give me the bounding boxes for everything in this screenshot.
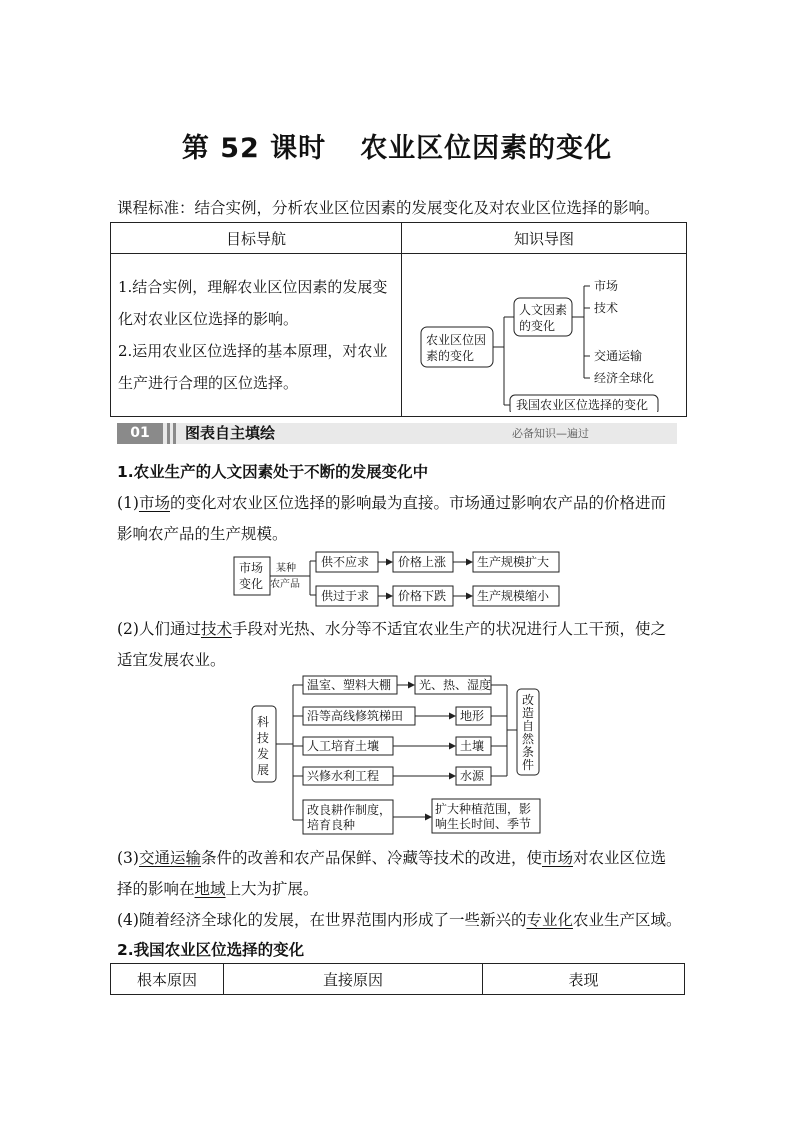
section1-heading: 1.农业生产的人文因素处于不断的发展变化中 (117, 463, 429, 481)
section2-heading: 2.我国农业区位选择的变化 (117, 941, 305, 959)
title-topic: 农业区位因素的变化 (360, 133, 613, 164)
paragraph-3-line2: 择的影响在地域上大为扩展。 (117, 880, 319, 898)
svg-text:生产规模缩小: 生产规模缩小 (477, 589, 550, 603)
mindmap-leaf-transport: 交通运输 (594, 349, 643, 363)
svg-text:水源: 水源 (460, 769, 485, 783)
mindmap-leaf-technology: 技术 (594, 301, 619, 315)
svg-text:温室、塑料大棚: 温室、塑料大棚 (307, 678, 392, 692)
col-root-cause: 根本原因 (111, 964, 224, 995)
mindmap-branch-line1: 人文因素 (519, 303, 568, 317)
svg-text:扩大种植范围，影: 扩大种植范围，影 (435, 802, 532, 816)
svg-text:条: 条 (522, 745, 535, 759)
svg-text:展: 展 (257, 763, 270, 777)
market-flow-diagram (230, 546, 570, 608)
svg-text:兴修水利工程: 兴修水利工程 (307, 769, 380, 783)
svg-text:某种: 某种 (276, 563, 296, 574)
svg-text:自: 自 (522, 719, 535, 733)
mindmap-header: 知识导图 (402, 223, 687, 254)
svg-text:然: 然 (522, 732, 535, 746)
svg-text:科: 科 (257, 715, 270, 729)
mindmap-leaf-globalization: 经济全球化 (594, 371, 655, 385)
section-title: 图表自主填绘 (185, 424, 276, 442)
paragraph-2-line1: (2)人们通过技术手段对光热、水分等不适宜农业生产的状况进行人工干预，使之 (117, 620, 666, 638)
svg-text:人工培育土壤: 人工培育土壤 (307, 739, 380, 753)
answer-technology: 技术 (200, 620, 232, 638)
curriculum-standard: 课程标准：结合实例，分析农业区位因素的发展变化及对农业区位选择的影响。 (117, 199, 660, 217)
paragraph-2-line2: 适宜发展农业。 (117, 651, 226, 669)
paragraph-1-line1: (1)市场的变化对农业区位选择的影响最为直接。市场通过影响农产品的价格进而 (117, 494, 666, 512)
goal-line-4: 生产进行合理的区位选择。 (118, 374, 299, 392)
knowledge-mindmap (402, 254, 686, 412)
paragraph-4: (4)随着经济全球化的发展，在世界范围内形成了一些新兴的专业化农业生产区域。 (117, 911, 682, 929)
svg-text:光、热、湿度: 光、热、湿度 (419, 678, 492, 692)
col-direct-cause: 直接原因 (224, 964, 483, 995)
technology-flow-diagram (245, 672, 550, 838)
answer-specialization: 专业化 (526, 911, 573, 929)
answer-market-2: 市场 (542, 849, 574, 867)
paragraph-3-line1: (3)交通运输条件的改善和农产品保鲜、冷藏等技术的改进，使市场对农业区位选 (117, 849, 667, 867)
mindmap-root-line2: 素的变化 (426, 349, 475, 363)
section-subtitle: 必备知识—遍过 (512, 427, 589, 440)
mindmap-leaf-market: 市场 (594, 279, 619, 293)
china-agriculture-table (110, 963, 685, 995)
goal-line-3: 2.运用农业区位选择的基本原理，对农业 (118, 342, 388, 360)
svg-text:市场: 市场 (239, 561, 264, 575)
svg-text:改良耕作制度，: 改良耕作制度， (307, 803, 392, 817)
svg-text:件: 件 (522, 758, 535, 772)
svg-text:造: 造 (522, 706, 535, 720)
svg-text:土壤: 土壤 (460, 739, 485, 753)
svg-text:改: 改 (522, 693, 535, 707)
section-number: 01 (117, 423, 163, 444)
mindmap-root-line1: 农业区位因 (426, 333, 487, 347)
svg-text:农产品: 农产品 (270, 579, 300, 590)
svg-text:技: 技 (257, 731, 270, 745)
answer-market: 市场 (138, 494, 170, 512)
section-banner (117, 423, 677, 444)
svg-text:响生长时间、季节: 响生长时间、季节 (435, 817, 532, 831)
paragraph-1-line2: 影响农产品的生产规模。 (117, 525, 288, 543)
goal-line-1: 1.结合实例，理解农业区位因素的发展变 (118, 278, 388, 296)
goals-header: 目标导航 (111, 223, 402, 254)
svg-text:变化: 变化 (239, 577, 264, 591)
svg-text:地形: 地形 (460, 709, 485, 723)
svg-text:价格下跌: 价格下跌 (398, 589, 447, 603)
answer-transport: 交通运输 (138, 849, 201, 867)
mindmap-branch-line2: 的变化 (519, 319, 556, 333)
svg-text:培育良种: 培育良种 (307, 818, 356, 832)
page-title (0, 126, 794, 165)
svg-text:供不应求: 供不应求 (321, 555, 370, 569)
svg-text:生产规模扩大: 生产规模扩大 (477, 555, 550, 569)
svg-text:沿等高线修筑梯田: 沿等高线修筑梯田 (307, 709, 404, 723)
goal-line-2: 化对农业区位选择的影响。 (118, 310, 299, 328)
mindmap-bottom-label: 我国农业区位选择的变化 (516, 398, 649, 412)
col-manifestation: 表现 (483, 964, 685, 995)
svg-text:供过于求: 供过于求 (321, 589, 370, 603)
answer-region: 地域 (194, 880, 226, 898)
title-lesson-number: 第 52 课时 (181, 133, 327, 164)
goals-table (110, 222, 687, 417)
svg-text:发: 发 (257, 747, 270, 761)
svg-text:价格上涨: 价格上涨 (398, 555, 447, 569)
